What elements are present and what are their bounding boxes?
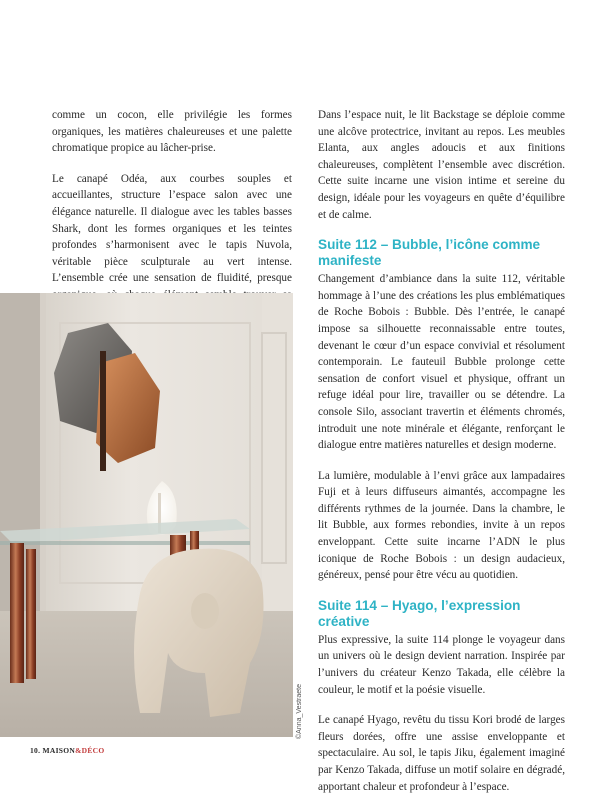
left-paragraph-2: Le canapé Odéa, aux courbes souples et accueillantes, structure l’espace salon avec une élégance naturelle. Il dialogue avec les tables basses Shark, dont les formes organiques et les teintes profondes s’harmonisent avec le tapis Nuvola, véritable pièce sculpturale au vert intense. L’ensemble crée une sensation de fluidité, presque	[52, 172, 292, 285]
right-paragraph-3: La lumière, modulable à l’envi grâce aux lampadaires Fuji et à leurs diffuseurs aimantés, accompagne les différents rythmes de la journée. Dans la chambre, le lit Bubble, aux formes rebondies, invite à un repos enveloppant. Cette suite incarne l’ADN le plus iconique de Roche Bobois : un design audacieux, généreux, pensé pour être vécu au quotidien.	[318, 469, 565, 582]
right-paragraph-2: Changement d’ambiance dans la suite 112, véritable hommage à l’une des créations les plus emblématiques de Roche Bobois : Bubble. Dès l’entrée, le canapé impose sa silhouette reconnaissable entre toutes, devenant le cœur d’un espace convivial et résolument contemporain. Le fauteuil Bubble prolonge cette sensation de confort visuel et physique, offrant un refuge idéal pour lire, travailler ou se détendre. La console Silo, associant travertin et éléments chromés, introduit une note minérale et élégante, renforçant le dialogue entre matières naturelles et design moderne.	[318, 273, 565, 452]
interior-photo	[0, 293, 293, 737]
page-number: 10.	[30, 746, 41, 755]
section-heading-suite-114: Suite 114 – Hyago, l’expression créative	[318, 597, 521, 629]
magazine-name-accent: &DÉCO	[75, 746, 105, 755]
magazine-name: MAISON	[42, 746, 76, 755]
right-paragraph-1: Dans l’espace nuit, le lit Backstage se déploie comme une alcôve protectrice, invitant au repos. Les meubles Elanta, aux angles adoucis et aux finitions chaleureuses, complètent l’ensemble avec discrétion. Cette suite incarne une vision intime et sereine du design, idéale pour les voyageurs en quête d’équilibre et de calme.	[318, 109, 565, 221]
page-footer	[30, 746, 105, 755]
left-paragraph-1: comme un cocon, elle privilégie les formes organiques, les matières chaleureuses et une palette chromatique propice au lâcher-prise.	[52, 109, 292, 155]
right-paragraph-4: Plus expressive, la suite 114 plonge le voyageur dans un univers où le design devient narration. Inspirée par l’univers du créateur Kenzo Takada, elle célèbre la couleur, le motif et la poésie visuelle.	[318, 633, 565, 696]
right-paragraph-5: Le canapé Hyago, revêtu du tissu Kori brodé de larges fleurs dorées, offre une assise enveloppante et spectaculaire. Au sol, le tapis Jiku, également imaginé par Kenzo Takada, diffuse un motif solaire en dégradé, apportant chaleur et profondeur à l’espace.	[318, 714, 565, 793]
section-heading-suite-112: Suite 112 – Bubble, l’icône comme manifeste	[318, 237, 541, 269]
right-column	[318, 107, 565, 809]
photo-credit: ©Anna_Vestraete	[296, 684, 303, 739]
